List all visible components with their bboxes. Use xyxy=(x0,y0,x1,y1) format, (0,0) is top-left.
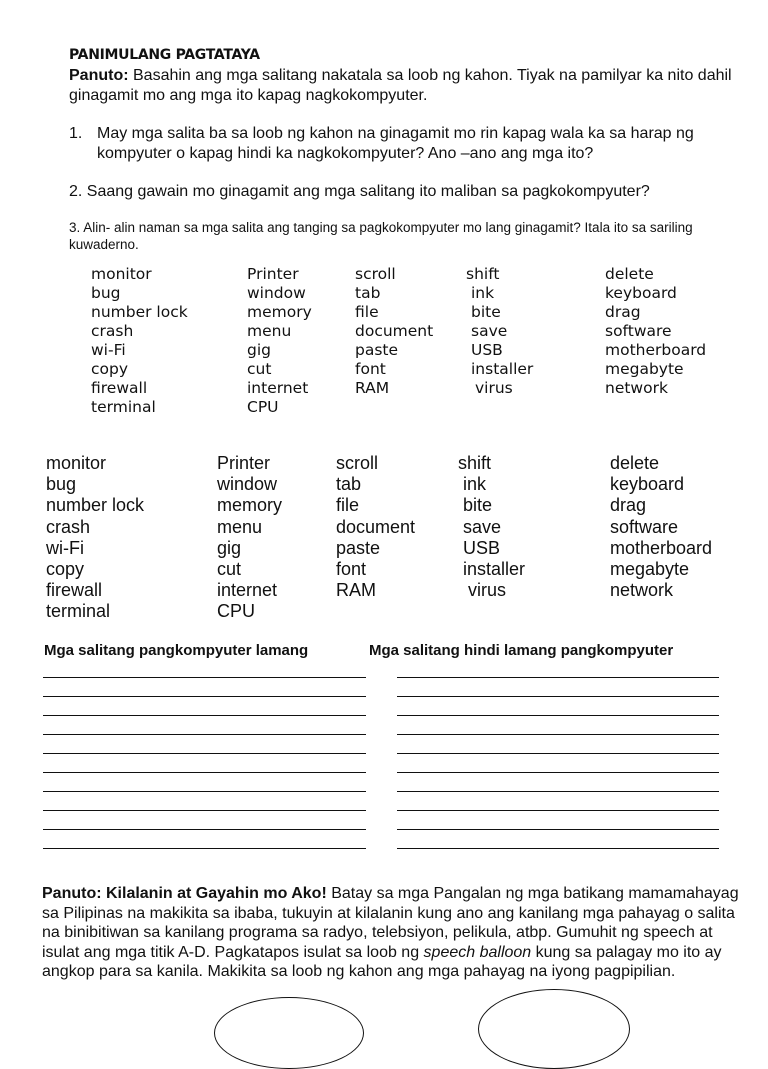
answer-line-right[interactable] xyxy=(397,734,719,735)
answer-line-left[interactable] xyxy=(43,734,366,735)
word-item: keyboard xyxy=(605,284,677,302)
answer-line-right[interactable] xyxy=(397,677,719,678)
answer-line-right[interactable] xyxy=(397,753,719,754)
word-item: megabyte xyxy=(605,360,684,378)
word-item: Printer xyxy=(247,265,299,283)
answer-line-left[interactable] xyxy=(43,715,366,716)
word-item: internet xyxy=(247,379,309,397)
page-heading: PANIMULANG PAGTATAYA xyxy=(69,47,260,63)
word-item: cut xyxy=(217,559,242,579)
word-item: window xyxy=(247,284,306,302)
answer-line-left[interactable] xyxy=(43,791,366,792)
word-item: delete xyxy=(610,453,660,473)
word-item: wi-Fi xyxy=(46,537,84,558)
question-number: 1. xyxy=(69,125,83,142)
word-item: menu xyxy=(217,516,263,537)
word-item: ink xyxy=(471,284,495,302)
word-item: tab xyxy=(336,474,362,495)
word-item: delete xyxy=(605,265,654,283)
word-item: tab xyxy=(355,284,381,302)
question-text: May mga salita ba sa loob ng kahon na ginagamit mo rin kapag wala ka sa harap ng kompyuter o kapag hindi ka nagkokompyuter? Ano –ano ang mga ito? xyxy=(97,125,694,162)
word-item: keyboard xyxy=(610,474,685,495)
answer-line-left[interactable] xyxy=(43,829,366,830)
word-item: installer xyxy=(463,559,526,579)
instruction2-text-a: Batay sa mga Pangalan ng mga batikang mamamahayag sa Pilipinas na makikita sa ibaba, tukuyin at kilalanin kung ano ang kanilang mga pahayag o salita na binibitiwan sa kanilang programa sa radyo, telebsiyon, pelikula, atbp. Gumuhit ng speech at isulat ang mga titik A-D. Pagkatapos isulat sa loob ng xyxy=(42,885,739,961)
word-item: bug xyxy=(91,284,121,302)
word-item: virus xyxy=(468,580,507,601)
word-item: motherboard xyxy=(610,537,713,558)
question-1 xyxy=(69,124,729,164)
word-item: drag xyxy=(610,495,647,516)
word-item: scroll xyxy=(336,453,379,473)
word-item: paste xyxy=(355,341,399,359)
word-item: copy xyxy=(91,360,129,378)
word-item: virus xyxy=(475,379,513,397)
answer-header-left: Mga salitang pangkompyuter lamang xyxy=(44,642,309,659)
answer-line-right[interactable] xyxy=(397,791,719,792)
question-3: 3. Alin- alin naman sa mga salita ang tanging sa pagkokompyuter mo lang ginagamit? Itala ito sa sariling kuwaderno. xyxy=(69,220,693,252)
answer-header-right: Mga salitang hindi lamang pangkompyuter xyxy=(369,642,674,659)
word-item: monitor xyxy=(91,265,152,283)
word-item: terminal xyxy=(46,601,111,622)
answer-line-left[interactable] xyxy=(43,677,366,678)
word-item: document xyxy=(336,516,416,537)
instruction-paragraph xyxy=(69,66,744,106)
word-item: menu xyxy=(247,322,292,340)
word-item: gig xyxy=(217,537,242,558)
word-item: motherboard xyxy=(605,341,707,359)
word-item: window xyxy=(217,474,278,495)
answer-line-left[interactable] xyxy=(43,772,366,773)
word-item: USB xyxy=(471,341,503,359)
instruction2-italic: speech balloon xyxy=(423,943,532,961)
word-item: cut xyxy=(247,360,272,378)
instruction-label: Panuto: xyxy=(69,67,129,84)
word-item: crash xyxy=(91,322,134,340)
word-item: bite xyxy=(463,495,493,516)
word-item: monitor xyxy=(46,453,107,473)
word-item: firewall xyxy=(91,379,148,397)
instruction2-text-b: kung sa palagay mo ito ay angkop para sa kanila. Makikita sa loob ng kahon ang mga pahayag na iyong pagpipilian. xyxy=(42,943,722,980)
word-item: gig xyxy=(247,341,271,359)
word-item: file xyxy=(336,495,360,516)
word-item: CPU xyxy=(217,601,256,622)
word-item: number lock xyxy=(46,495,145,516)
answer-line-right[interactable] xyxy=(397,696,719,697)
word-item: font xyxy=(355,360,386,378)
word-item: file xyxy=(355,303,379,321)
word-item: software xyxy=(610,516,679,537)
answer-line-left[interactable] xyxy=(43,696,366,697)
word-item: CPU xyxy=(247,398,279,416)
word-item: memory xyxy=(247,303,312,321)
instruction-paragraph-2 xyxy=(42,884,742,982)
answer-line-left[interactable] xyxy=(43,810,366,811)
answer-line-right[interactable] xyxy=(397,715,719,716)
word-item: document xyxy=(355,322,434,340)
question-2: 2. Saang gawain mo ginagamit ang mga salitang ito maliban sa pagkokompyuter? xyxy=(69,183,650,200)
word-item: font xyxy=(336,559,367,579)
word-item: scroll xyxy=(355,265,396,283)
word-item: firewall xyxy=(46,580,103,601)
word-item: terminal xyxy=(91,398,156,416)
word-item: installer xyxy=(471,360,534,378)
word-item: USB xyxy=(463,537,501,558)
word-item: paste xyxy=(336,537,381,558)
word-item: drag xyxy=(605,303,641,321)
word-item: network xyxy=(610,580,674,601)
word-item: memory xyxy=(217,495,283,516)
word-item: internet xyxy=(217,580,278,601)
speech-balloon-left xyxy=(214,997,364,1069)
word-item: RAM xyxy=(355,379,390,397)
word-item: Printer xyxy=(217,453,271,473)
word-item: wi-Fi xyxy=(91,341,126,359)
answer-line-left[interactable] xyxy=(43,848,366,849)
speech-balloon-right xyxy=(478,989,630,1069)
word-item: megabyte xyxy=(610,559,690,579)
answer-line-right[interactable] xyxy=(397,848,719,849)
word-item: crash xyxy=(46,516,91,537)
word-item: number lock xyxy=(91,303,188,321)
answer-line-right[interactable] xyxy=(397,810,719,811)
word-item: save xyxy=(463,516,502,537)
answer-line-right[interactable] xyxy=(397,772,719,773)
word-item: shift xyxy=(458,453,492,473)
word-item: copy xyxy=(46,559,85,579)
word-item: network xyxy=(605,379,668,397)
word-item: save xyxy=(471,322,508,340)
word-item: bug xyxy=(46,474,77,495)
answer-line-left[interactable] xyxy=(43,753,366,754)
word-item: software xyxy=(605,322,672,340)
word-item: RAM xyxy=(336,580,376,601)
word-item: bite xyxy=(471,303,501,321)
word-item: shift xyxy=(466,265,500,283)
word-item: ink xyxy=(463,474,487,495)
answer-line-right[interactable] xyxy=(397,829,719,830)
instruction2-label: Panuto: Kilalanin at Gayahin mo Ako! xyxy=(42,885,327,902)
instruction-text: Basahin ang mga salitang nakatala sa loob ng kahon. Tiyak na pamilyar ka nito dahil ginagamit mo ang mga ito kapag nagkokompyuter. xyxy=(69,67,732,104)
